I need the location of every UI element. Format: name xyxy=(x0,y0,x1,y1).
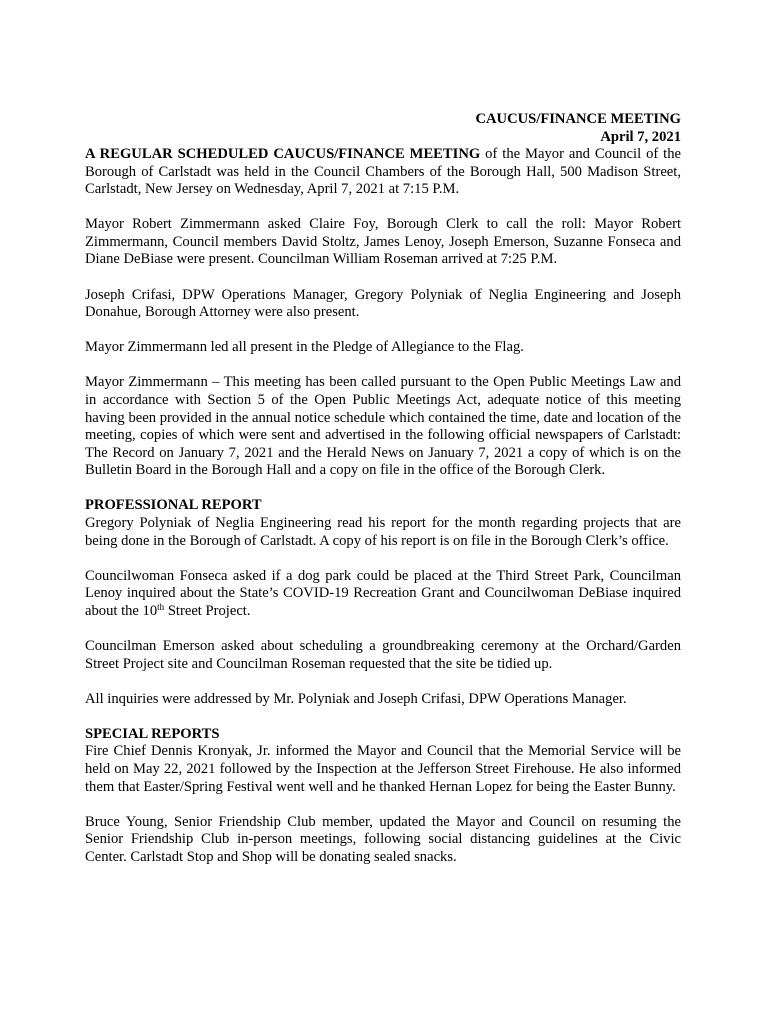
special-reports-heading: SPECIAL REPORTS xyxy=(85,725,220,742)
professional-report-paragraph-1: Gregory Polyniak of Neglia Engineering read his report for the month regarding projects that are being done in the Borough of Carlstadt. A copy of his report is on file in the Borough Clerk’s office. xyxy=(85,515,681,549)
pr2-superscript: th xyxy=(157,601,165,612)
professional-report-heading: PROFESSIONAL REPORT xyxy=(85,497,262,514)
intro-text: of the Mayor and Council of the Borough of Carlstadt was held in the Council Chambers of the Borough Hall, 500 Madison Street, Carlstadt, New Jersey on Wednesday, April 7, 2021 at 7:15 P.M. xyxy=(85,146,681,198)
roll-call-paragraph: Mayor Robert Zimmermann asked Claire Foy, Borough Clerk to call the roll: Mayor Robert Zimmermann, Council members David Stoltz, James Lenoy, Joseph Emerson, Suzanne Fonseca and Diane DeBiase were present. Councilman William Roseman arrived at 7:25 P.M. xyxy=(85,216,681,268)
pr2-text-before: Councilwoman Fonseca asked if a dog park could be placed at the Third Street Park, Councilman Lenoy inquired about the State’s COVID-19 Recreation Grant and Councilwoman DeBiase inquired about the 10 xyxy=(85,567,681,619)
professional-report-paragraph-2 xyxy=(85,568,681,621)
meeting-header xyxy=(85,110,681,146)
pr2-text-after: Street Project. xyxy=(164,602,251,619)
pledge-paragraph: Mayor Zimmermann led all present in the Pledge of Allegiance to the Flag. xyxy=(85,339,524,356)
professional-report-paragraph-3: Councilman Emerson asked about scheduling a groundbreaking ceremony at the Orchard/Garden Street Project site and Councilman Roseman requested that the site be tidied up. xyxy=(85,637,681,672)
intro-paragraph xyxy=(85,146,681,199)
professional-report-paragraph-4: All inquiries were addressed by Mr. Polyniak and Joseph Crifasi, DPW Operations Manager. xyxy=(85,690,627,707)
intro-lead: A REGULAR SCHEDULED CAUCUS/FINANCE MEETING xyxy=(85,146,481,162)
special-reports-paragraph-1: Fire Chief Dennis Kronyak, Jr. informed the Mayor and Council that the Memorial Service will be held on May 22, 2021 followed by the Inspection at the Jefferson Street Firehouse. He also informed them that Easter/Spring Festival went well and he thanked Hernan Lopez for being the Easter Bunny. xyxy=(85,743,681,795)
meeting-title: CAUCUS/FINANCE MEETING xyxy=(475,111,681,127)
meeting-date: April 7, 2021 xyxy=(600,129,681,145)
opma-statement-paragraph: Mayor Zimmermann – This meeting has been called pursuant to the Open Public Meetings Law and in accordance with Section 5 of the Open Public Meetings Act, adequate notice of this meeting having been provided in the annual notice schedule which contained the time, date and location of the meeting, copies of which were sent and advertised in the following official newspapers of Carlstadt: The Record on January 7, 2021 and the Herald News on January 7, 2021 a copy of which is on the Bulletin Board in the Borough Hall and a copy on file in the office of the Borough Clerk. xyxy=(85,374,681,479)
also-present-paragraph: Joseph Crifasi, DPW Operations Manager, Gregory Polyniak of Neglia Engineering and Joseph Donahue, Borough Attorney were also present. xyxy=(85,286,681,321)
special-reports-paragraph-2: Bruce Young, Senior Friendship Club member, updated the Mayor and Council on resuming the Senior Friendship Club in-person meetings, following social distancing guidelines at the Civic Center. Carlstadt Stop and Shop will be donating sealed snacks. xyxy=(85,813,681,865)
